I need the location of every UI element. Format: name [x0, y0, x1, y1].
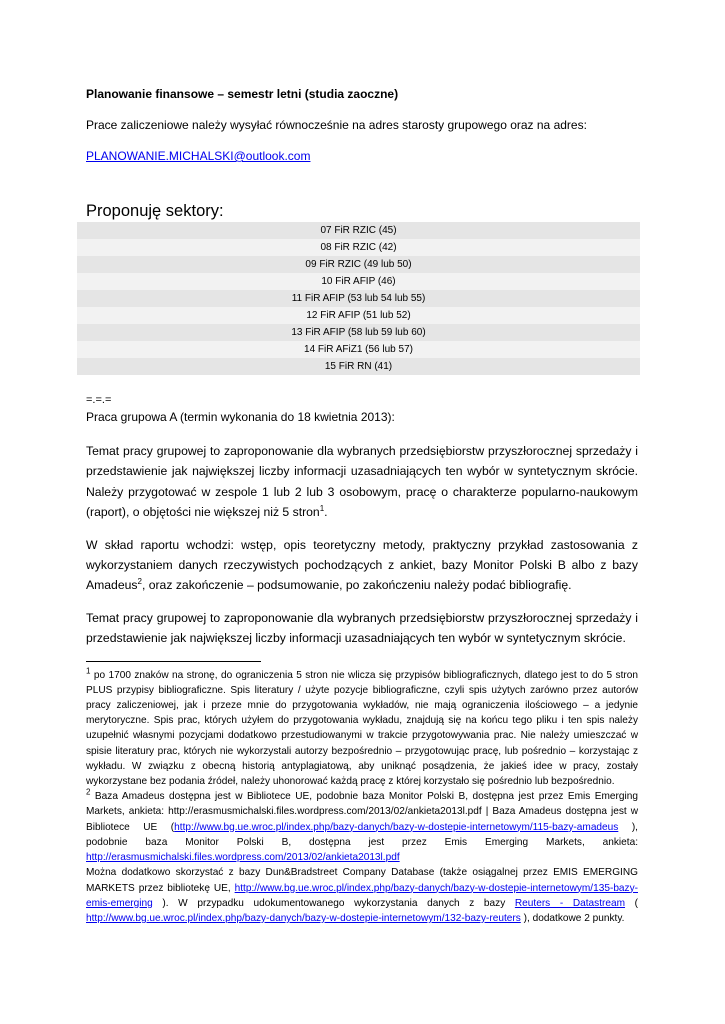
paragraph-topic-repeat: Temat pracy grupowej to zaproponowanie dla wybranych przedsiębiorstw przyszłorocznej sprzedaży i przedstawienie jak największej liczby informacji uzasadniających ten wybór w syntetycznym skrócie. [86, 610, 638, 646]
footnote-ref-1[interactable]: 1 [319, 504, 325, 514]
paragraph-topic-end: . [324, 505, 328, 520]
survey-pdf-link[interactable]: http://erasmusmichalski.files.wordpress.com/2013/02/ankieta2013l.pdf [86, 852, 400, 864]
sector-row: 13 FiR AFIP (58 lub 59 lub 60) [77, 324, 640, 341]
reuters-database-link[interactable]: http://www.bg.ue.wroc.pl/index.php/bazy-danych/bazy-w-dostepie-internetowym/132-bazy-reuters [86, 912, 521, 924]
footnote-2-text-a: Baza Amadeus dostępna jest w Bibliotece UE, podobnie baza Monitor Polski B, dostępna jest przez Emis Emerging Markets, ankieta: [86, 791, 638, 818]
paragraph-report-text-a: W skład raportu wchodzi: wstęp, opis teoretyczny metody, praktyczny przykład zastosowania z wykorzystaniem danych rzeczywistych pochodzących z ankiet, bazy Monitor Polski B albo z bazy Amadeus [86, 537, 638, 593]
paragraph-report-text-b: , oraz zakończenie – podsumowanie, po zakończeniu należy podać bibliografię. [141, 578, 572, 593]
amadeus-database-link[interactable]: http://www.bg.ue.wroc.pl/index.php/bazy-danych/bazy-w-dostepie-internetowym/115-bazy-amadeus [174, 821, 619, 833]
footnote-2-text-b: | Baza Amadeus dostępna jest w Bibliotece UE ( [86, 806, 638, 833]
footnote-ref-2[interactable]: 2 [137, 577, 142, 587]
sector-row: 10 FiR AFIP (46) [77, 273, 640, 290]
footnote-3-text-d: ), dodatkowe 2 punkty. [520, 912, 625, 924]
footnote-2-continued [86, 865, 638, 926]
sector-row: 15 FiR RN (41) [77, 358, 640, 375]
footnote-divider [86, 661, 261, 662]
sector-row: 11 FiR AFIP (53 lub 54 lub 55) [77, 290, 640, 307]
footnote-1-text: po 1700 znaków na stronę, do ograniczenia 5 stron nie wlicza się przypisów bibliograficznych, dlatego jest to do 5 stron PLUS przypisy bibliograficzne. Spis literatury / użyte pozycje bibliograficzne, czyli spis użytych zarówno przez autorów pracy zaliczeniowej, jak i przeze mnie do przygotowania wykładów, nie mają ograniczenia ilościowego – a jedynie merytoryczne. Spis prac, których użyłem do przygotowania wykładu, znajdują się na końcu tego pliku i ten spis należy uzupełnić własnymi pozycjami dodatkowo przestudiowanymi w trakcie przygotowywania prac. Nie należy umieszczać w spisie literatury prac, których nie wykorzystali autorzy bezpośrednio – przygotowując pracę, lub pośrednio – korzystając z wykładu. W związku z obecną historią antyplagiatową, aby uniknąć posądzenia, że jakieś idee w pracy, zostały wykorzystane bez podania źródeł, należy uhonorować każdą pracę z której korzystało się pośrednio lub bezpośrednio. [86, 669, 638, 788]
intro-paragraph: Prace zaliczeniowe należy wysyłać równocześnie na adres starosty grupowego oraz na adres: [86, 118, 587, 132]
sector-row: 08 FiR RZIC (42) [77, 239, 640, 256]
sector-row: 09 FiR RZIC (49 lub 50) [77, 256, 640, 273]
document-title: Planowanie finansowe – semestr letni (studia zaoczne) [86, 87, 399, 101]
paragraph-topic [86, 441, 638, 523]
footnote-2-text-c: ), podobnie baza Monitor Polski B, dostępna jest przez Emis Emerging Markets, ankieta: [86, 821, 638, 848]
footnote-2 [86, 789, 638, 865]
footnote-3-text-b: ). W przypadku udokumentowanego wykorzystania danych z bazy [152, 897, 515, 909]
emis-database-link[interactable]: http://www.bg.ue.wroc.pl/index.php/bazy-danych/bazy-w-dostepie-internetowym/135-bazy-emis-emerging [86, 882, 638, 909]
email-link[interactable]: PLANOWANIE.MICHALSKI@outlook.com [86, 149, 311, 163]
footnote-2-url-plain: http://erasmusmichalski.files.wordpress.com/2013/02/ankieta2013l.pdf [168, 806, 482, 818]
footnote-3-text-a: Można dodatkowo skorzystać z bazy Dun&Bradstreet Company Database (także osiągalnej przez EMIS EMERGING MARKETS przez bibliotekę UE, [86, 867, 638, 894]
reuters-datastream-link[interactable]: Reuters - Datastream [514, 897, 626, 909]
section-separator: =.=.= [86, 394, 112, 406]
footnote-1-mark: 1 [86, 666, 91, 676]
footnote-2-mark: 2 [86, 787, 91, 797]
sector-row: 07 FiR RZIC (45) [77, 222, 640, 239]
sectors-heading: Proponuję sektory: [86, 202, 224, 220]
sector-row: 12 FiR AFIP (51 lub 52) [77, 307, 640, 324]
paragraph-topic-text: Temat pracy grupowej to zaproponowanie dla wybranych przedsiębiorstw przyszłorocznej sprzedaży i przedstawienie jak największej liczby informacji uzasadniających ten wybór w syntetycznym skrócie. Należy przygotować w zespole 1 lub 2 lub 3 osobowym, pracę o charakterze popularno-naukowym (raport), o objętości nie większej niż 5 stron [86, 444, 638, 520]
sector-row: 14 FiR AFiZ1 (56 lub 57) [77, 341, 640, 358]
footnote-3-text-c: ( [625, 897, 639, 909]
paragraph-report-structure [86, 535, 638, 596]
footnote-1 [86, 668, 638, 790]
document-content [86, 87, 638, 926]
sectors-table [77, 222, 640, 375]
group-assignment-heading: Praca grupowa A (termin wykonania do 18 kwietnia 2013): [86, 410, 395, 424]
